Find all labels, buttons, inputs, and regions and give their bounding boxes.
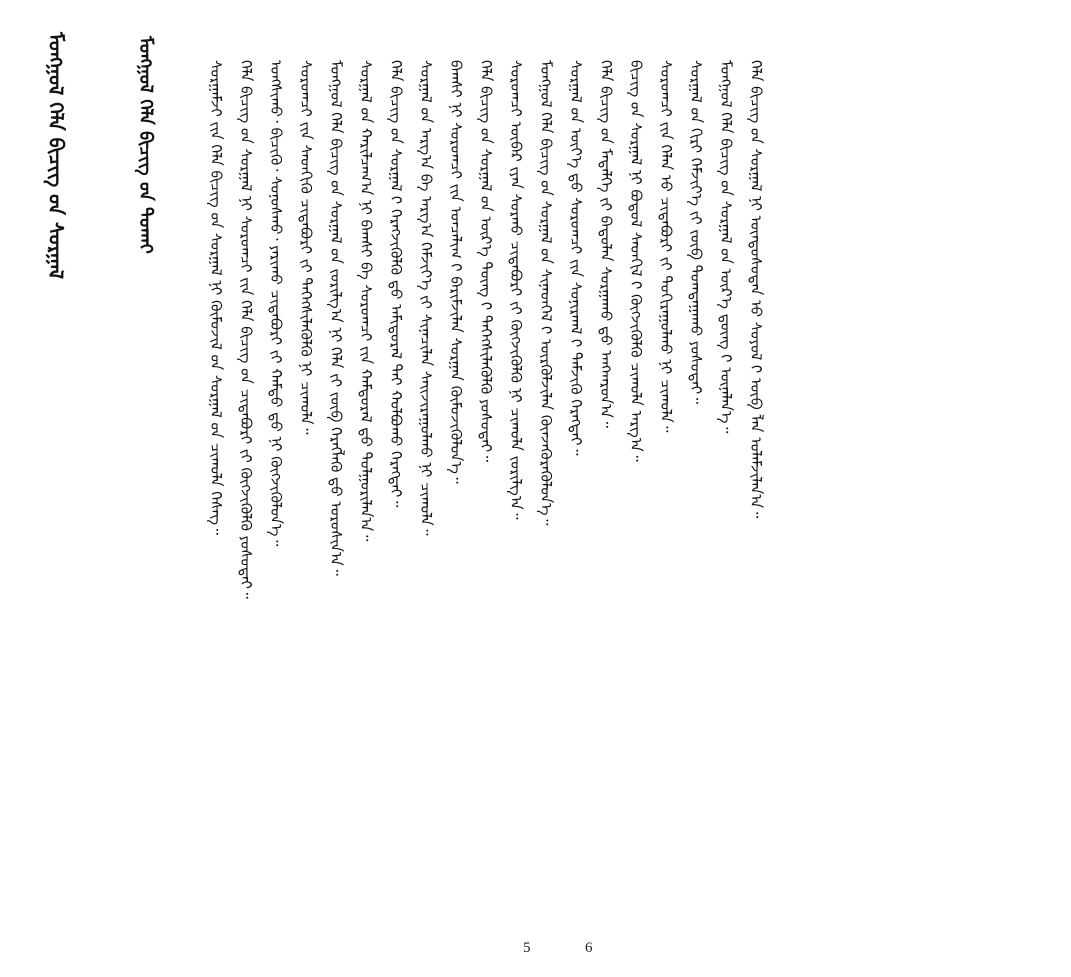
page-subtitle: ᠮᠣᠩᠭᠣᠯ ᠬᠡᠯᠡ ᠪᠢᠴᠢᠭ ᠤ᠋ᠨ ᠲᠤᠬᠠᠢ	[135, 36, 156, 254]
text-column: ᠬᠡᠯᠡ ᠪᠢᠴᠢᠭ ᠦ᠋ᠨ ᠮᠡᠳᠡᠯᠭᠡ ᠶ᠋ᠢ ᠪᠠᠳᠤᠯᠠᠨ ᠰᠤᠷᠭᠠᠬᠤ ᠳ᠋ᠤ ᠠᠩᠬᠠᠷᠤᠨ᠎ᠠ᠃	[597, 60, 615, 428]
text-column: ᠬᠡᠯᠡ ᠪᠢᠴᠢᠭ ᠤ᠋ᠨ ᠰᠤᠷᠭᠠᠯ ᠨᠢ ᠰᠤᠷᠤᠭᠴᠢ ᠶ᠋ᠢᠨ ᠬᠡᠯᠡ ᠪᠢᠴᠢᠭ ᠦ᠋ᠨ ᠴᠢᠳᠠᠪᠤᠷᠢ ᠶ᠋ᠢ ᠬᠥᠭᠵᠢᠭᠦᠯᠬᠦ ᠶᠣᠰᠤᠲᠠᠢ᠃	[237, 60, 255, 599]
text-column: ᠪᠢᠴᠢᠭ ᠦ᠋ᠨ ᠰᠤᠷᠭᠠᠯ ᠨᠢ ᠪᠣᠳᠤᠯ ᠰᠡᠳᠬᠢᠯ ᠢ᠋ ᠬᠥᠭᠵᠢᠭᠦᠯᠬᠦ ᠴᠢᠬᠤᠯᠠ ᠠᠷᠭ᠎ᠠ᠃	[627, 60, 645, 462]
text-column: ᠰᠤᠷᠭᠠᠮᠵᠢ ᠶ᠋ᠢᠨ ᠬᠡᠯᠡ ᠪᠢᠴᠢᠭ ᠤ᠋ᠨ ᠰᠤᠷᠭᠠᠯ ᠨᠢ ᠬᠦᠮᠦᠵᠢᠯ ᠦ᠋ᠨ ᠰᠤᠷᠭᠠᠯ ᠤ᠋ᠨ ᠴᠢᠬᠤᠯᠠ ᠬᠡᠰᠡᠭ᠃	[207, 60, 225, 535]
text-column: ᠮᠣᠩᠭᠣᠯ ᠬᠡᠯᠡ ᠪᠢᠴᠢᠭ ᠤ᠋ᠨ ᠰᠤᠷᠭᠠᠯ ᠤ᠋ᠨ ᠵᠣᠷᠢᠯᠭ᠎ᠠ ᠨᠢ ᠬᠡᠯᠡ ᠶ᠋ᠢ ᠵᠥᠪ ᠬᠡᠷᠡᠭᠯᠡᠬᠦ ᠳ᠋ᠤ ᠣᠷᠤᠰᠢᠨ᠎ᠠ᠃	[327, 60, 345, 576]
text-column: ᠮᠣᠩᠭᠣᠯ ᠬᠡᠯᠡ ᠪᠢᠴᠢᠭ ᠤ᠋ᠨ ᠰᠤᠷᠭᠠᠯ ᠤ᠋ᠨ ᠰᠢᠨᠡᠳᠬᠡᠯ ᠢ᠋ ᠦᠷᠭᠦᠯᠵᠢᠯᠡᠨ ᠭᠦᠨᠵᠡᠭᠦᠷᠡᠭᠦᠯᠦᠨ᠎ᠡ᠃	[537, 60, 555, 526]
text-column: ᠰᠤᠷᠭᠠᠯ ᠤ᠋ᠨ ᠦᠶ᠎ᠡ ᠳ᠋ᠦ ᠰᠤᠷᠤᠭᠴᠢ ᠶ᠋ᠢᠨ ᠰᠣᠨᠢᠷᠬᠠᠯ ᠢ᠋ ᠳᠡᠮᠵᠢᠬᠦ ᠬᠡᠷᠡᠭᠲᠡᠢ᠃	[567, 60, 585, 456]
text-column: ᠰᠤᠷᠤᠭᠴᠢ ᠥᠪᠡᠷ ᠢ᠋ᠶᠡᠨ ᠰᠤᠷᠬᠤ ᠴᠢᠳᠠᠪᠤᠷᠢ ᠶ᠋ᠢ ᠬᠥᠭᠵᠢᠭᠦᠯᠬᠦ ᠨᠢ ᠴᠢᠬᠤᠯᠠ ᠵᠣᠷᠢᠯᠭ᠎ᠠ᠃	[507, 60, 525, 520]
text-column: ᠬᠡᠯᠡ ᠪᠢᠴᠢᠭ ᠦ᠋ᠨ ᠰᠤᠷᠭᠠᠯ ᠤ᠋ᠨ ᠦᠷ᠎ᠡ ᠳᠦᠩ ᠢ᠋ ᠳᠡᠭᠡᠭᠰᠢᠯᠡᠭᠦᠯᠬᠦ ᠶᠣᠰᠤᠲᠠᠢ᠃	[477, 60, 495, 463]
text-column: ᠰᠤᠷᠭᠠᠯ ᠤ᠋ᠨ ᠬᠠᠷᠢᠯᠴᠠᠭ᠎ᠠ ᠨᠢ ᠪᠠᠭᠰᠢ ᠪᠠ ᠰᠤᠷᠤᠭᠴᠢ ᠶ᠋ᠢᠨ ᠬᠠᠮᠲᠤᠷᠠᠯ ᠳ᠋ᠤ ᠲᠤᠯᠭᠤᠷᠢᠯᠠᠨ᠎ᠠ᠃	[357, 60, 375, 542]
text-column: ᠬᠡᠯᠡ ᠪᠢᠴᠢᠭ ᠦ᠋ᠨ ᠰᠤᠷᠭᠠᠯ ᠢ᠋ ᠬᠡᠷᠡᠭᠵᠢᠭᠦᠯᠬᠦ ᠳ᠋ᠦ ᠠᠮᠢᠳᠤᠷᠠᠯ ᠲᠠᠢ ᠬᠣᠯᠪᠣᠬᠤ ᠬᠡᠷᠡᠭᠲᠡᠢ᠃	[387, 60, 405, 508]
text-column: ᠰᠤᠷᠤᠭᠴᠢ ᠶ᠋ᠢᠨ ᠰᠡᠳᠬᠢᠬᠦ ᠴᠢᠳᠠᠪᠤᠷᠢ ᠶ᠋ᠢ ᠳᠡᠭᠡᠭᠰᠢᠯᠡᠭᠦᠯᠬᠦ ᠨᠢ ᠴᠢᠬᠤᠯᠠ᠃	[297, 60, 315, 435]
page-number-right: 6	[585, 940, 593, 956]
text-column: ᠬᠡᠯᠡ ᠪᠢᠴᠢᠭ ᠦ᠋ᠨ ᠰᠤᠷᠭᠠᠯ ᠨᠢ ᠦᠨᠳᠦᠰᠦᠲᠡᠨ ᠦ᠋ ᠰᠣᠶᠣᠯ ᠢ᠋ ᠥᠪ ᠯᠡᠨ ᠤᠯᠠᠮᠵᠢᠯᠠᠨ᠎ᠠ᠃	[747, 60, 765, 519]
text-column: ᠰᠤᠷᠭᠠᠯ ᠤ᠋ᠨ ᠬᠢᠷᠢ ᠬᠡᠮᠵᠢᠶ᠎ᠡ ᠶ᠋ᠢ ᠵᠥᠪ ᠲᠣᠭᠲᠠᠭᠠᠬᠤ ᠶᠣᠰᠤᠲᠠᠢ᠃	[687, 60, 705, 404]
page-title: ᠮᠣᠩᠭᠣᠯ ᠬᠡᠯᠡ ᠪᠢᠴᠢᠭ ᠤ᠋ᠨ ᠰᠤᠷᠭᠠᠯ	[44, 32, 68, 280]
page-number-left: 5	[523, 940, 531, 956]
text-column: ᠤᠩᠰᠢᠬᠤ᠂ ᠪᠢᠴᠢᠬᠦ᠂ ᠰᠣᠨᠣᠰᠬᠤ᠂ ᠶᠠᠷᠢᠬᠤ ᠴᠢᠳᠠᠪᠤᠷᠢ ᠶ᠋ᠢ ᠬᠠᠮᠲᠤ ᠳ᠋ᠤ ᠨᠢ ᠬᠥᠭᠵᠢᠭᠦᠯᠦᠨ᠎ᠡ᠃	[267, 60, 285, 547]
text-column: ᠰᠤᠷᠭᠠᠯ ᠤ᠋ᠨ ᠠᠷᠭ᠎ᠠ ᠪᠠ ᠠᠷᠭ᠎ᠠ ᠬᠡᠮᠵᠢᠶ᠎ᠡ ᠶ᠋ᠢ ᠰᠢᠨᠡᠴᠢᠯᠡᠨ ᠰᠠᠢᠵᠢᠷᠠᠭᠤᠯᠬᠤ ᠨᠢ ᠴᠢᠬᠤᠯᠠ᠃	[417, 60, 435, 536]
text-column: ᠪᠠᠭᠰᠢ ᠨᠢ ᠰᠤᠷᠤᠭᠴᠢ ᠶ᠋ᠢᠨ ᠣᠨᠴᠠᠯᠢᠭ ᠢ᠋ ᠪᠠᠷᠢᠮᠵᠢᠯᠠᠨ ᠰᠤᠷᠭᠠᠨ ᠬᠦᠮᠦᠵᠢᠭᠦᠯᠦᠨ᠎ᠡ᠃	[447, 60, 465, 484]
text-column: ᠰᠤᠷᠤᠭᠴᠢ ᠶ᠋ᠢᠨ ᠬᠡᠯᠡᠨ ᠦ᠋ ᠴᠢᠳᠠᠪᠤᠷᠢ ᠶ᠋ᠢ ᠲᠣᠬᠢᠷᠠᠭᠤᠯᠬᠤ ᠨᠢ ᠴᠢᠬᠤᠯᠠ᠃	[657, 60, 675, 433]
text-column: ᠮᠣᠩᠭᠣᠯ ᠬᠡᠯᠡ ᠪᠢᠴᠢᠭ ᠤ᠋ᠨ ᠰᠤᠷᠭᠠᠯ ᠤ᠋ᠨ ᠦᠷ᠎ᠡ ᠳ᠋ᠦᠩ ᠢ᠋ ᠦᠨᠡᠯᠡᠨ᠎ᠡ᠃	[717, 60, 735, 434]
